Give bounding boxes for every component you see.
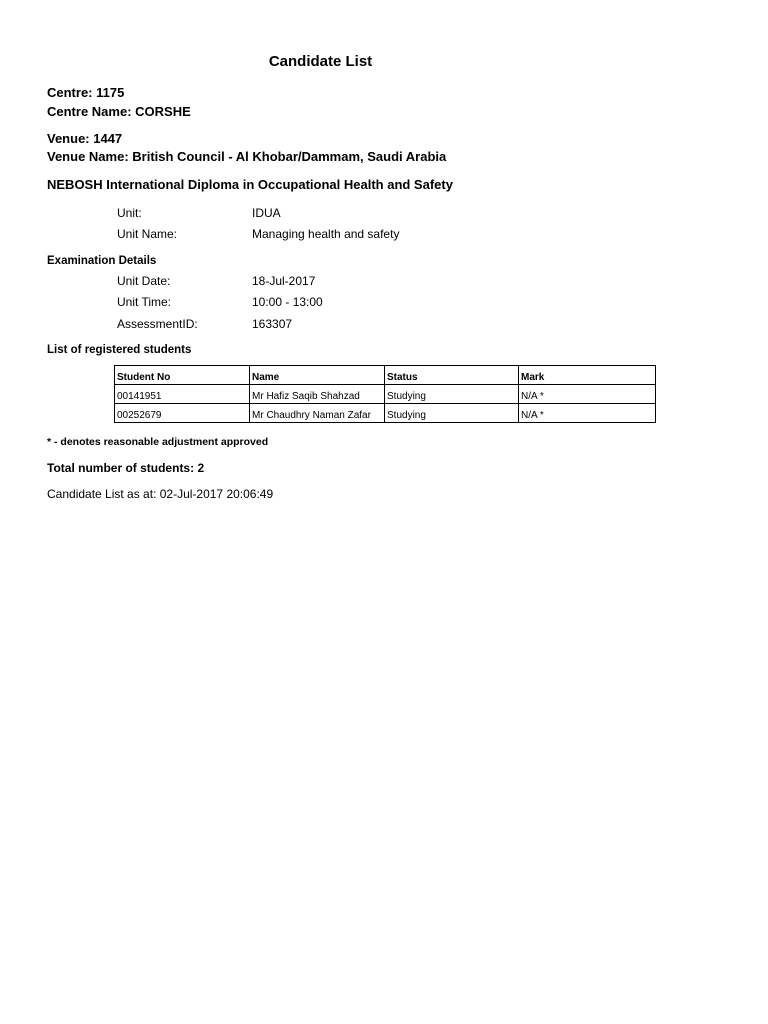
table-row <box>115 404 656 423</box>
column-header-status: Status <box>385 366 519 385</box>
unit-value: IDUA <box>252 206 281 220</box>
unit-name-value: Managing health and safety <box>252 227 400 241</box>
student-name-cell: Mr Hafiz Saqib Shahzad <box>250 385 385 404</box>
student-mark-cell: N/A * <box>519 404 656 423</box>
student-status-cell: Studying <box>385 385 519 404</box>
generated-timestamp: Candidate List as at: 02-Jul-2017 20:06:49 <box>47 487 274 501</box>
student-mark-cell: N/A * <box>519 385 656 404</box>
unit-date-label: Unit Date: <box>117 274 171 288</box>
column-header-name: Name <box>250 366 385 385</box>
column-header-student-no: Student No <box>115 366 250 385</box>
student-no-cell: 00252679 <box>115 404 250 423</box>
unit-date-value: 18-Jul-2017 <box>252 274 316 288</box>
page-title: Candidate List <box>268 53 373 70</box>
student-no-cell: 00141951 <box>115 385 250 404</box>
unit-name-label: Unit Name: <box>117 227 178 241</box>
centre-number: Centre: 1175 <box>47 85 125 100</box>
adjustment-footnote: * - denotes reasonable adjustment approved <box>47 436 269 448</box>
table-row <box>115 385 656 404</box>
venue-name: Venue Name: British Council - Al Khobar/Dammam, Saudi Arabia <box>47 149 447 164</box>
centre-name: Centre Name: CORSHE <box>47 104 191 119</box>
assessment-id-value: 163307 <box>252 317 293 331</box>
student-name-cell: Mr Chaudhry Naman Zafar <box>250 404 385 423</box>
table-header-row <box>115 366 656 385</box>
registered-students-heading: List of registered students <box>47 344 192 356</box>
student-status-cell: Studying <box>385 404 519 423</box>
assessment-id-label: AssessmentID: <box>117 317 198 331</box>
examination-details-heading: Examination Details <box>47 255 157 267</box>
total-students: Total number of students: 2 <box>47 461 205 475</box>
unit-time-label: Unit Time: <box>117 295 172 309</box>
unit-time-value: 10:00 - 13:00 <box>252 295 323 309</box>
column-header-mark: Mark <box>519 366 656 385</box>
unit-label: Unit: <box>117 206 142 220</box>
qualification-title: NEBOSH International Diploma in Occupational Health and Safety <box>47 177 453 192</box>
students-table <box>114 365 656 423</box>
venue-number: Venue: 1447 <box>47 131 123 146</box>
